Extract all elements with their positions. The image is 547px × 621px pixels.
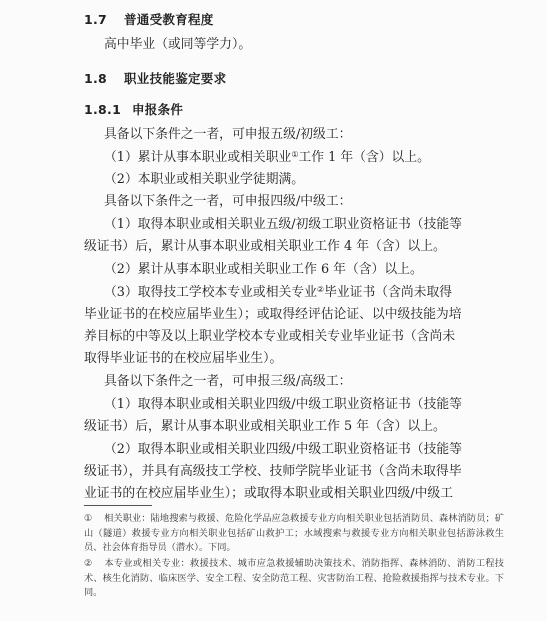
section-title: 职业技能鉴定要求 <box>124 71 227 86</box>
section-title: 普通受教育程度 <box>124 12 214 27</box>
section-heading-1-8-1 <box>84 100 183 118</box>
level4-condition-3-line1 <box>104 285 504 301</box>
section-title: 申报条件 <box>132 102 184 117</box>
section-heading-1-8 <box>84 69 226 87</box>
level4-condition-2: （2）累计从事本职业或相关职业工作 6 年（含）以上。 <box>104 262 423 277</box>
level4-condition-3-line4: 取得毕业证书的在校应届毕业生）。 <box>84 351 283 366</box>
level4-condition-3-line3: 养目标的中等及以上职业学校本专业或相关专业毕业证书（含尚未 <box>84 329 456 344</box>
level4-intro: 具备以下条件之一者，可申报四级/中级工： <box>104 194 352 209</box>
footnote-1 <box>84 512 504 556</box>
level5-condition-2: （2）本职业或相关职业学徒期满。 <box>104 172 305 187</box>
level4-condition-1-line1: （1）取得本职业或相关职业五级/初级工职业资格证书（技能等 <box>104 217 462 232</box>
footnote-ref-2: ② <box>316 285 325 294</box>
footnote-2 <box>84 557 504 601</box>
section-number: 1.8.1 <box>84 102 122 117</box>
condition-text: （3）取得技工学校本专业或相关专业 <box>104 285 317 300</box>
level5-condition-1 <box>104 150 504 166</box>
footnote-divider <box>84 505 152 506</box>
condition-text: 工作 1 年（含）以上。 <box>298 150 430 165</box>
level3-condition-2-line1: （2）取得本职业或相关职业四级/中级工职业资格证书（技能等 <box>104 442 462 457</box>
section-number: 1.7 <box>84 12 108 27</box>
level5-intro: 具备以下条件之一者，可申报五级/初级工： <box>104 127 352 142</box>
level4-condition-1-line2: 级证书）后，累计从事本职业或相关职业工作 4 年（含）以上。 <box>84 239 446 254</box>
level3-condition-1-line2: 级证书）后，累计从事本职业或相关职业工作 5 年（含）以上。 <box>84 419 446 434</box>
section-number: 1.8 <box>84 71 108 86</box>
level3-condition-2-line3: 业证书的在校应届毕业生）；或取得本职业或相关职业四级/中级工 <box>84 486 454 501</box>
level3-condition-1-line1: （1）取得本职业或相关职业四级/中级工职业资格证书（技能等 <box>104 397 462 412</box>
footnote-text: 相关职业：陆地搜索与救援、危险化学品应急救援专业方向相关职业包括消防员、森林消防员；矿山（隧道）救援专业方向相关职业包括矿山救护工；水域搜索与救援专业方向相关职业包括游泳救生员、社会体育指导员（潜水）。下同。 <box>84 513 504 553</box>
level3-intro: 具备以下条件之一者，可申报三级/高级工： <box>104 374 352 389</box>
level4-condition-3-line2: 毕业证书的在校应届毕业生）；或取得经评估论证、以中级技能为培 <box>84 307 462 322</box>
section-heading-1-7 <box>84 10 214 28</box>
paragraph-education: 高中毕业（或同等学力）。 <box>104 37 252 52</box>
footnote-text: 本专业或相关专业：救援技术、城市应急救援辅助决策技术、消防指挥、森林消防、消防工程技术、核生化消防、临床医学、安全工程、安全防范工程、灾害防治工程、抢险救援指挥与技术专业。下同。 <box>84 558 504 598</box>
footnote-marker: ① <box>84 513 93 524</box>
level3-condition-2-line2: 级证书），并具有高级技工学校、技师学院毕业证书（含尚未取得毕 <box>84 464 462 479</box>
condition-text: 毕业证书（含尚未取得 <box>324 285 453 300</box>
footnote-ref-1: ① <box>291 150 299 159</box>
footnote-marker: ② <box>84 558 93 569</box>
condition-text: （1）累计从事本职业或相关职业 <box>104 150 292 165</box>
